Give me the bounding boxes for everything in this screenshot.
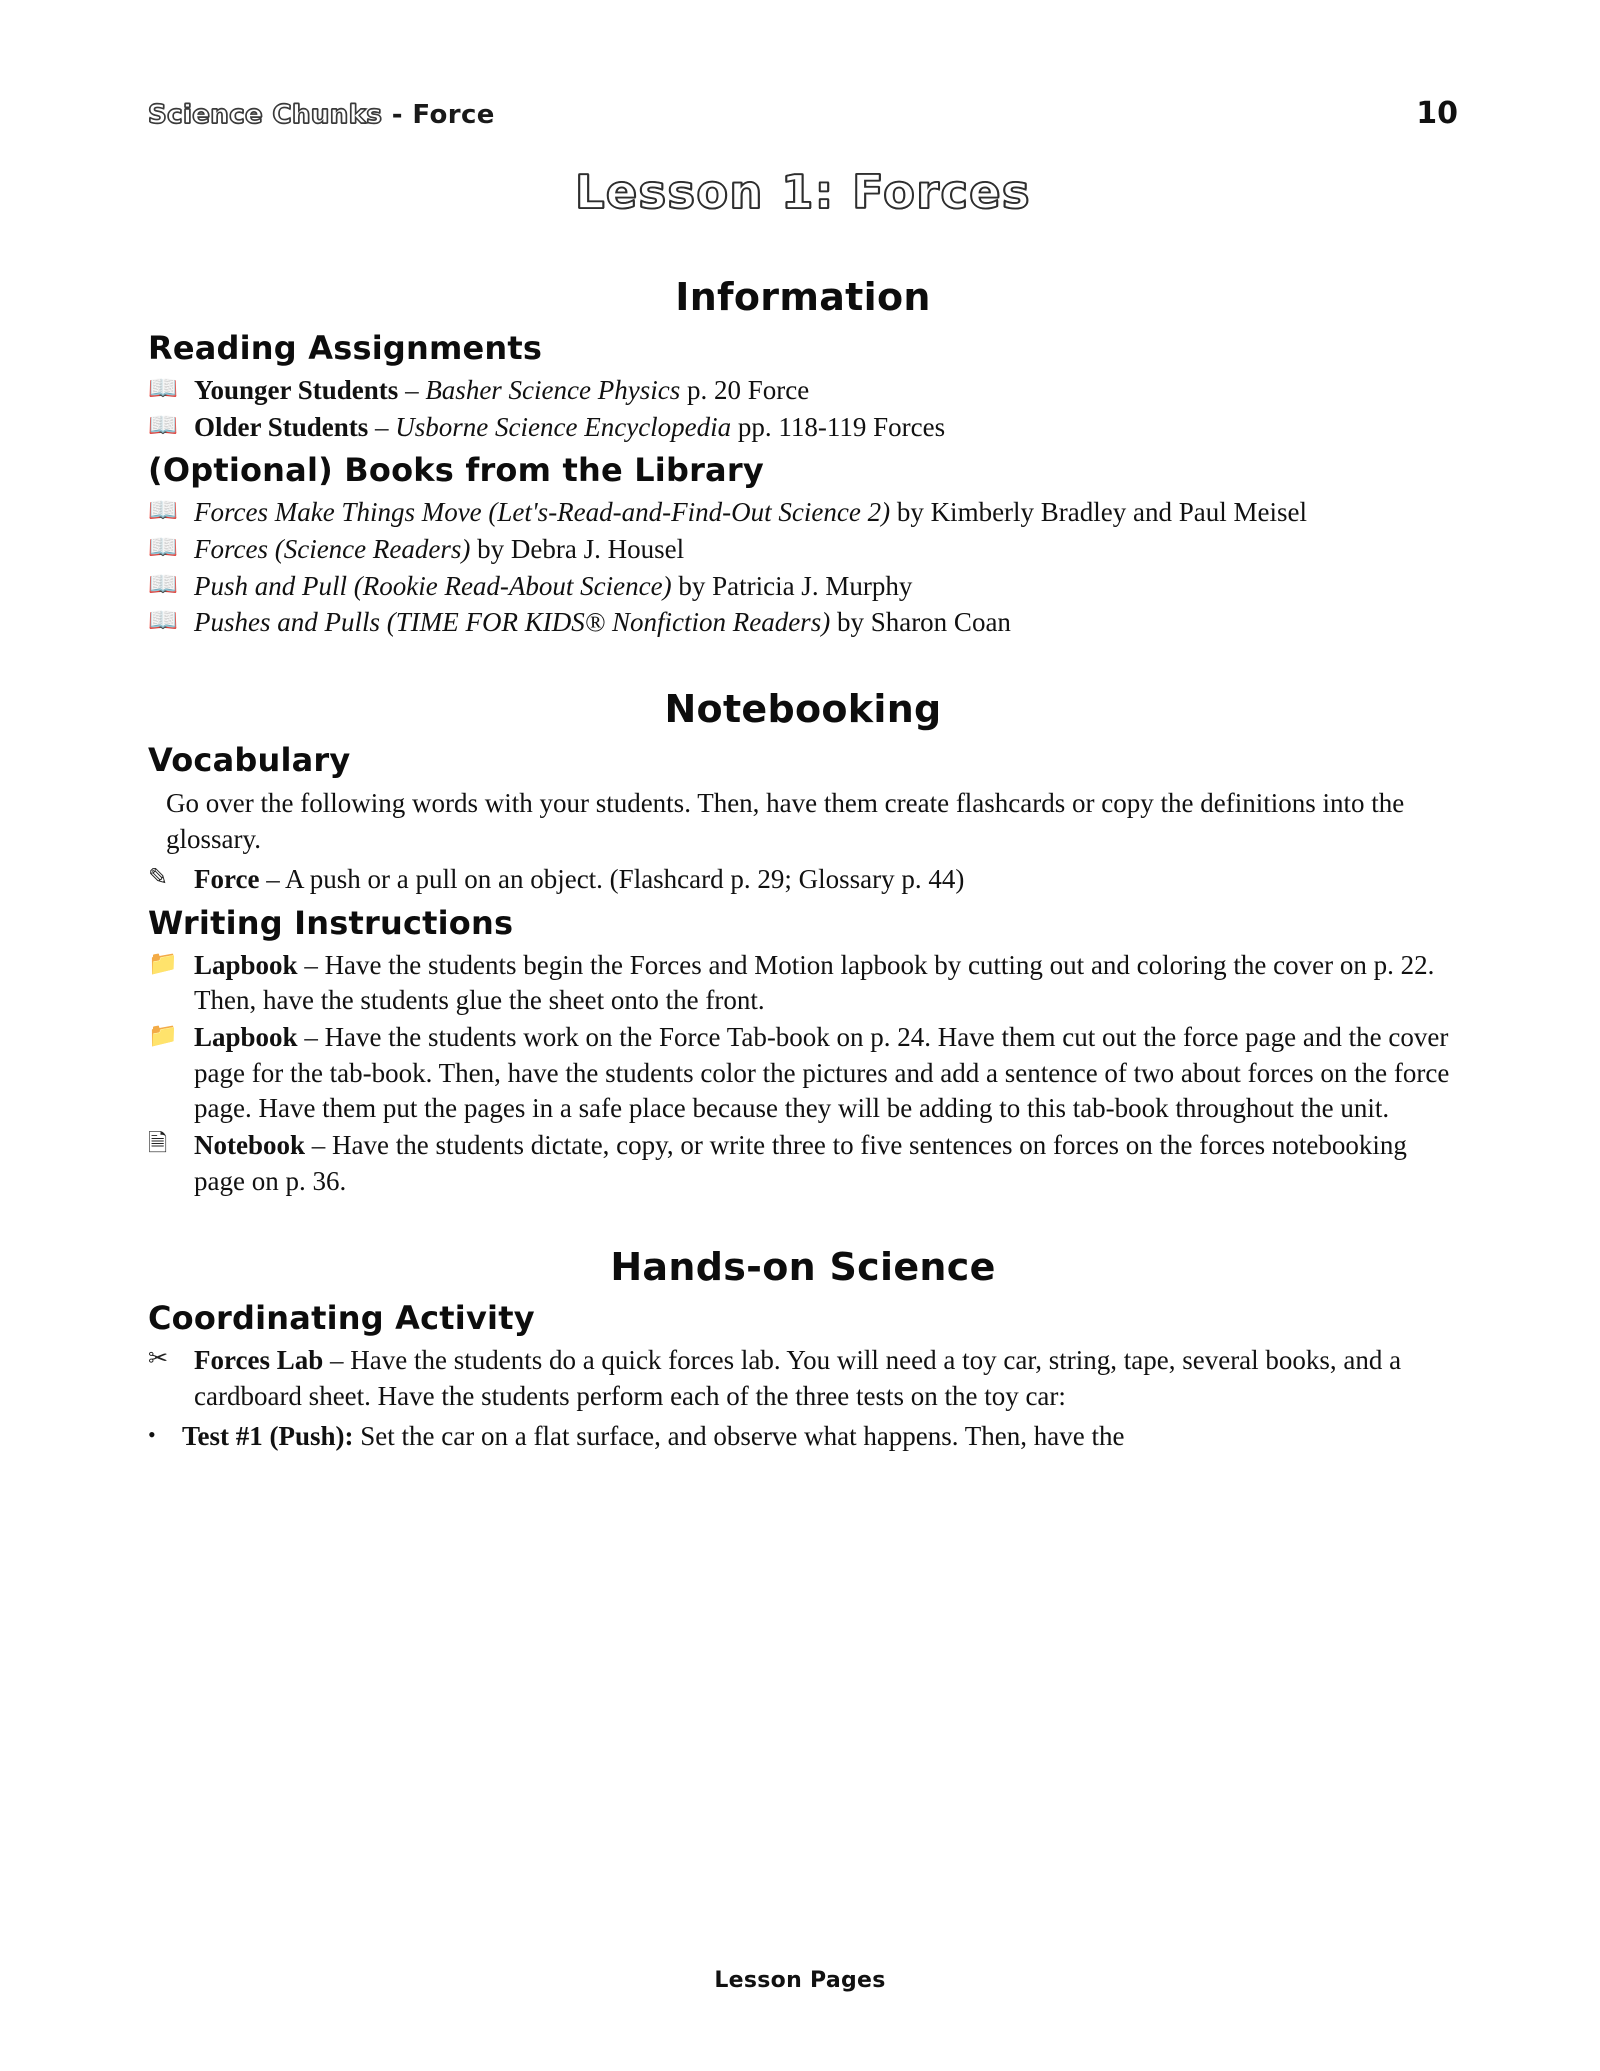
section-heading-hands-on-science: Hands-on Science xyxy=(610,1245,996,1290)
list-item-text xyxy=(194,1343,1458,1414)
list-item-title: Pushes and Pulls (TIME FOR KIDS® Nonfiction Readers) xyxy=(194,607,831,638)
subheading-reading-assignments: Reading Assignments xyxy=(148,329,543,367)
list-item-dash: – xyxy=(297,1022,325,1053)
lesson-title: Lesson 1: Forces xyxy=(575,165,1031,219)
list-item-text xyxy=(194,605,1458,641)
list-item-text xyxy=(194,569,1458,605)
list-item xyxy=(148,948,1458,1019)
list-item xyxy=(148,1128,1458,1199)
list-item-text xyxy=(194,410,1458,446)
list-item-title: Forces Make Things Move (Let's-Read-and-Find-Out Science 2) xyxy=(194,497,891,528)
list-item-text xyxy=(194,373,1458,409)
book-title xyxy=(148,100,495,130)
list-item-label: Younger Students xyxy=(194,375,399,405)
list-item xyxy=(148,1020,1458,1127)
list-item-text xyxy=(194,1128,1458,1199)
book-icon: 📖 xyxy=(148,534,178,561)
bullet-dot-icon: • xyxy=(148,1422,156,1448)
list-item xyxy=(148,569,1458,605)
book-icon: 📖 xyxy=(148,608,178,635)
coordinating-activity-sublist xyxy=(148,1418,1458,1455)
list-item-rest: p. 20 Force xyxy=(680,375,810,405)
list-item-text xyxy=(194,948,1458,1019)
list-item-label: Test #1 (Push): xyxy=(182,1421,354,1452)
list-item-text xyxy=(182,1418,1124,1455)
vocabulary-intro: Go over the following words with your students. Then, have them create flashcards or copy the definitions into the glossary. xyxy=(166,787,1405,855)
folder-icon: 📁 xyxy=(148,1023,178,1050)
list-item-dash: – xyxy=(305,1129,333,1160)
list-item-label: Lapbook xyxy=(194,1022,298,1053)
list-item xyxy=(148,410,1458,446)
pencil-icon: ✎ xyxy=(148,865,169,892)
list-item-rest: Have the students begin the Forces and Motion lapbook by cutting out and coloring the cover on p. 22. Then, have the students glue the sheet onto the front. xyxy=(194,949,1435,1016)
list-item-dash: – xyxy=(368,411,396,442)
list-item-rest: Have the students do a quick forces lab. You will need a toy car, string, tape, several books, and a cardboard sheet. Have the students perform each of the three tests on the toy car: xyxy=(194,1345,1402,1411)
book-icon: 📖 xyxy=(148,498,178,525)
book-icon: 📖 xyxy=(148,376,178,402)
subheading-writing-instructions: Writing Instructions xyxy=(148,903,514,942)
footer-label: Lesson Pages xyxy=(714,1968,886,1993)
folder-icon: 📁 xyxy=(148,950,178,977)
list-item-text xyxy=(194,862,1458,898)
list-item-label: Older Students xyxy=(194,411,369,442)
library-books-list xyxy=(148,495,1458,641)
list-item-title: Forces (Science Readers) xyxy=(194,533,471,564)
list-item-dash: – xyxy=(297,949,325,980)
list-item-title: Usborne Science Encyclopedia xyxy=(395,411,732,442)
list-item xyxy=(148,862,1458,898)
list-item xyxy=(148,1418,1458,1455)
list-item xyxy=(148,532,1458,568)
section-heading-information: Information xyxy=(675,275,931,319)
list-item-rest: by Kimberly Bradley and Paul Meisel xyxy=(890,497,1307,528)
list-item-dash: – xyxy=(323,1345,351,1376)
list-item-dash: – xyxy=(398,375,426,405)
subheading-vocabulary: Vocabulary xyxy=(148,740,351,779)
book-icon: 📖 xyxy=(148,412,178,439)
notebook-icon: 🗎 xyxy=(148,1130,168,1157)
list-item-label: Lapbook xyxy=(194,949,298,980)
list-item-rest: by Debra J. Housel xyxy=(470,533,685,564)
page-content xyxy=(148,96,1458,1456)
list-item-text xyxy=(194,495,1458,531)
list-item xyxy=(148,373,1458,409)
list-item-rest: by Sharon Coan xyxy=(830,607,1011,638)
reading-assignments-list xyxy=(148,373,1458,445)
book-title-outline: Science Chunks xyxy=(148,100,383,130)
list-item xyxy=(148,495,1458,531)
list-item-text xyxy=(194,532,1458,568)
list-item-rest: A push or a pull on an object. (Flashcard p. 29; Glossary p. 44) xyxy=(284,864,965,895)
list-item-title: Push and Pull (Rookie Read-About Science) xyxy=(194,570,672,601)
coordinating-activity-list xyxy=(148,1343,1458,1414)
subheading-library-books: (Optional) Books from the Library xyxy=(148,451,764,490)
list-item-rest: Have the students work on the Force Tab-book on p. 24. Have them cut out the force page and the cover page for the tab-book. Then, have the students color the pictures and add a sentence of two about forces on the force page. Have them put the pages in a safe place because they will be adding to this tab-book throughout the unit. xyxy=(194,1022,1450,1124)
list-item-rest: pp. 118-119 Forces xyxy=(731,411,946,442)
book-title-solid: - Force xyxy=(382,100,495,130)
list-item-text xyxy=(194,1020,1458,1127)
list-item xyxy=(148,605,1458,641)
list-item-dash: – xyxy=(259,864,285,895)
subheading-coordinating-activity: Coordinating Activity xyxy=(148,1299,535,1338)
list-item-label: Forces Lab xyxy=(194,1345,324,1376)
list-item-label: Force xyxy=(194,864,260,895)
list-item-rest: Have the students dictate, copy, or write three to five sentences on forces on the forces notebooking page on p. 36. xyxy=(194,1129,1407,1196)
list-item-rest: Set the car on a flat surface, and observe what happens. Then, have the xyxy=(353,1421,1125,1452)
list-item-rest: by Patricia J. Murphy xyxy=(671,570,913,601)
vocabulary-list xyxy=(148,862,1458,898)
list-item-title: Basher Science Physics xyxy=(425,375,681,405)
list-item xyxy=(148,1343,1458,1414)
page-number: 10 xyxy=(1416,96,1458,131)
section-heading-notebooking: Notebooking xyxy=(664,686,942,731)
writing-instructions-list xyxy=(148,948,1458,1199)
scissors-icon: ✂ xyxy=(148,1346,169,1373)
list-item-label: Notebook xyxy=(194,1129,306,1160)
running-head xyxy=(148,96,1458,131)
book-icon: 📖 xyxy=(148,571,178,598)
